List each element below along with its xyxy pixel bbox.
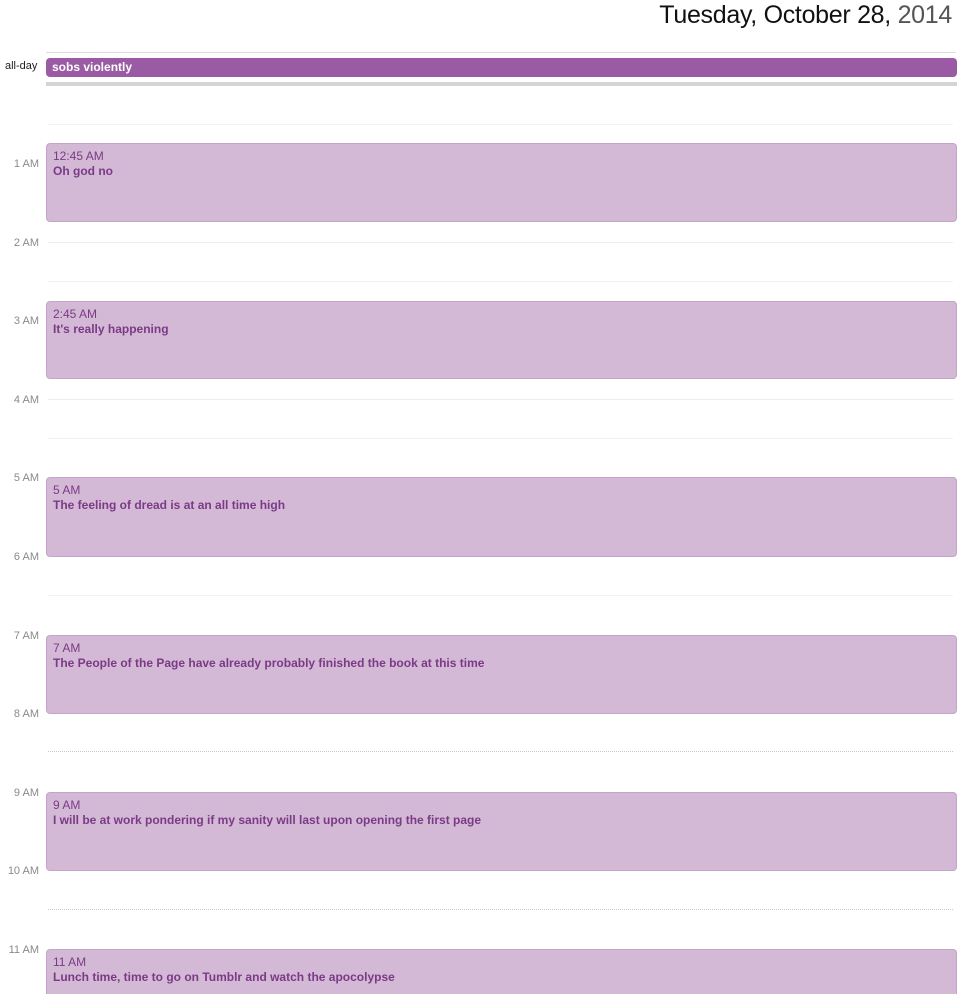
event-time: 2:45 AM [53,307,98,321]
event-time: 9 AM [53,798,81,812]
hour-label: 3 AM [13,315,39,327]
grid-line [48,751,953,752]
hour-label: 1 AM [13,158,39,170]
all-day-label: all-day [5,60,38,72]
event-title: I will be at work pondering if my sanity will last upon opening the first page [53,813,482,827]
hour-label: 4 AM [13,394,39,406]
grid-line [48,595,953,596]
header-divider [46,52,956,53]
grid-line [48,909,953,910]
hour-label: 8 AM [13,708,39,720]
hour-label: 7 AM [13,630,39,642]
event-title: It's really happening [53,322,169,336]
calendar-event[interactable] [46,477,957,557]
hour-label: 10 AM [7,865,39,877]
event-title: The feeling of dread is at an all time high [53,498,286,512]
event-title: Oh god no [53,164,113,178]
grid-line [48,438,953,439]
grid-line [48,124,953,125]
date-year: 2014 [897,1,952,29]
event-time: 11 AM [53,955,87,969]
calendar-event[interactable] [46,792,957,871]
hour-label: 11 AM [8,944,39,956]
event-title: The People of the Page have already probably finished the book at this time [53,656,485,670]
event-time: 5 AM [53,483,81,497]
grid-line [48,281,953,282]
date-header [659,0,952,30]
calendar-event[interactable] [46,143,957,222]
all-day-event[interactable]: sobs violently [46,58,957,77]
calendar-event[interactable] [46,635,957,714]
calendar-event[interactable] [46,301,957,379]
hour-label: 6 AM [13,551,39,563]
event-time: 7 AM [53,641,81,655]
hour-label: 2 AM [13,237,39,249]
hour-label: 5 AM [13,472,39,484]
calendar-event[interactable] [46,949,957,994]
all-day-separator [46,82,957,86]
grid-line [48,242,953,243]
hour-label: 9 AM [13,787,39,799]
date-title: Tuesday, October 28, [659,1,891,29]
event-time: 12:45 AM [53,149,104,163]
grid-line [48,399,953,400]
event-title: Lunch time, time to go on Tumblr and watch the apocolypse [53,970,395,984]
